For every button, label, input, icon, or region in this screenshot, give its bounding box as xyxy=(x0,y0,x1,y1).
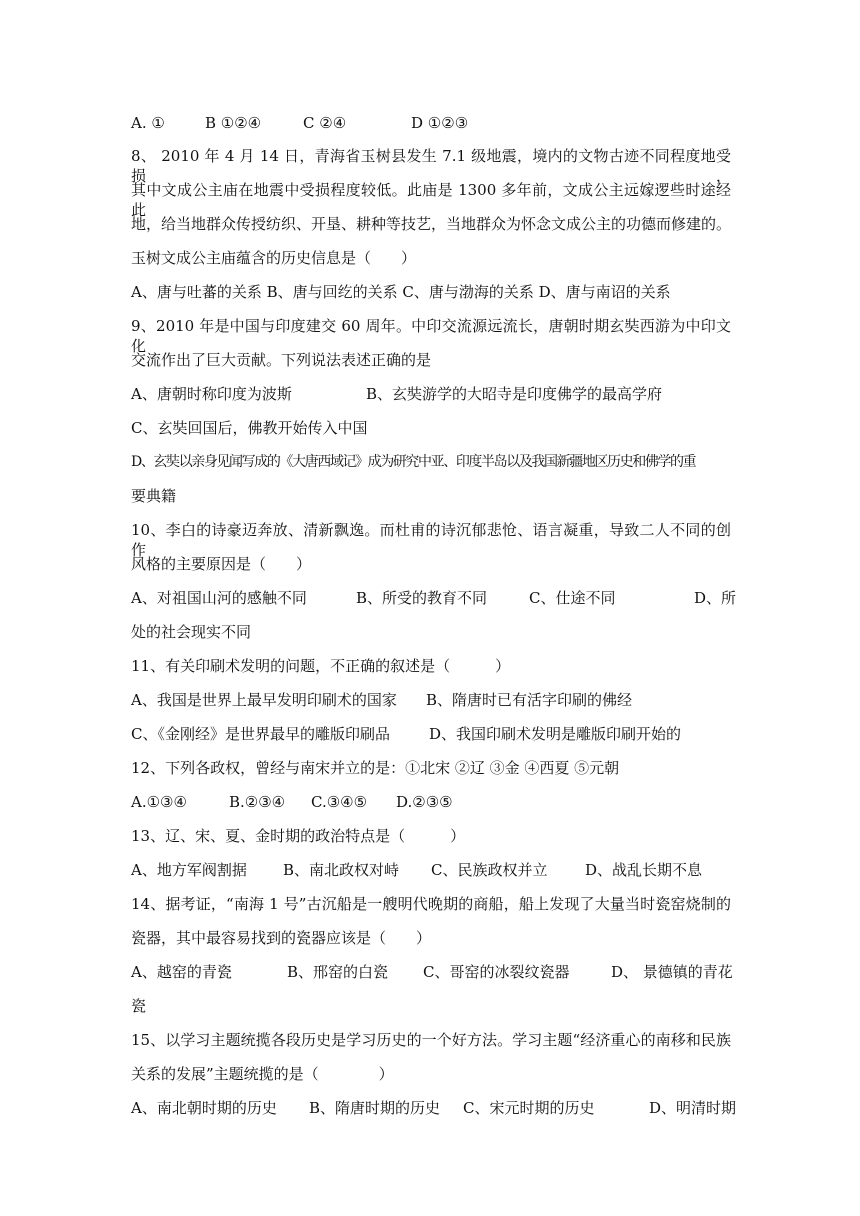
q11-stem: 11、有关印刷术发明的问题，不正确的叙述是（ ） xyxy=(131,657,511,675)
q12-option-b: B.②③④ xyxy=(229,793,286,811)
q14-option-d-cont: 瓷 xyxy=(131,997,147,1015)
q9-options-ab xyxy=(131,384,731,404)
q7-options xyxy=(131,113,731,133)
q9-stem-line: 9、2010 年是中国与印度建交 60 周年。中印交流源远流长，唐朝时期玄奘西游为中印文化 xyxy=(131,317,731,355)
q10-stem-line: 10、李白的诗豪迈奔放、清新飘逸。而杜甫的诗沉郁悲怆、语言凝重，导致二人不同的创作 xyxy=(131,521,731,559)
q14-options xyxy=(131,962,731,982)
q15-option-b: B、隋唐时期的历史 xyxy=(309,1099,441,1117)
q14-option-d: D、 景德镇的青花 xyxy=(611,963,733,981)
q10-option-b: B、所受的教育不同 xyxy=(356,589,488,607)
q13-option-c: C、民族政权并立 xyxy=(431,861,548,879)
q10-stem-line: 风格的主要原因是（ ） xyxy=(131,555,312,573)
q11-option-a: A、我国是世界上最早发明印刷术的国家 xyxy=(131,691,397,709)
q9-stem-line: 交流作出了巨大贡献。下列说法表述正确的是 xyxy=(131,351,432,369)
q10-option-d-cont: 处的社会现实不同 xyxy=(131,623,252,641)
q8-options: A、唐与吐蕃的关系 B、唐与回纥的关系 C、唐与渤海的关系 D、唐与南诏的关系 xyxy=(131,283,671,301)
q15-option-a: A、南北朝时期的历史 xyxy=(131,1099,277,1117)
q12-option-d: D.②③⑤ xyxy=(396,793,453,811)
q11-option-c: C、《金刚经》是世界最早的雕版印刷品 xyxy=(131,725,390,743)
q10-option-d: D、所 xyxy=(694,589,737,607)
q7-option-a: A. ① xyxy=(131,114,165,132)
q11-option-d: D、我国印刷术发明是雕版印刷开始的 xyxy=(429,725,682,743)
q10-options xyxy=(131,588,737,608)
q15-option-d: D、明清时期 xyxy=(649,1099,737,1117)
q8-stem-line: 8、 2010 年 4 月 14 日，青海省玉树县发生 7.1 级地震，境内的文物古迹不同程度地受损， xyxy=(131,147,731,185)
q8-stem-line: 其中文成公主庙在地震中受损程度较低。此庙是 1300 多年前，文成公主远嫁逻些时途经此 xyxy=(131,181,731,219)
q11-options-row1 xyxy=(131,690,731,710)
q11-options-row2 xyxy=(131,724,731,744)
q13-option-d: D、战乱长期不息 xyxy=(585,861,703,879)
q11-option-b: B、隋唐时已有活字印刷的佛经 xyxy=(426,691,633,709)
q12-stem: 12、下列各政权，曾经与南宋并立的是：①北宋 ②辽 ③金 ④西夏 ⑤元朝 xyxy=(131,759,620,777)
q12-option-a: A.①③④ xyxy=(131,793,187,811)
q13-stem: 13、辽、宋、夏、金时期的政治特点是（ ） xyxy=(131,827,466,845)
q14-option-b: B、邢窑的白瓷 xyxy=(287,963,389,981)
q13-option-b: B、南北政权对峙 xyxy=(283,861,400,879)
q9-option-c: C、玄奘回国后，佛教开始传入中国 xyxy=(131,419,368,437)
q12-option-c: C.③④⑤ xyxy=(311,793,368,811)
q14-option-a: A、越窑的青瓷 xyxy=(131,963,232,981)
q13-option-a: A、地方军阀割据 xyxy=(131,861,247,879)
q12-options xyxy=(131,792,731,812)
q14-stem-line: 瓷器，其中最容易找到的瓷器应该是（ ） xyxy=(131,929,432,947)
q14-stem-line: 14、据考证，“南海 1 号”古沉船是一艘明代晚期的商船，船上发现了大量当时瓷窑烧制的 xyxy=(131,895,731,913)
q8-stem-line: 地，给当地群众传授纺织、开垦、耕种等技艺，当地群众为怀念文成公主的功德而修建的。 xyxy=(131,215,732,233)
q13-options xyxy=(131,860,731,880)
q15-option-c: C、宋元时期的历史 xyxy=(463,1099,595,1117)
q8-stem-line: 玉树文成公主庙蕴含的历史信息是（ ） xyxy=(131,249,417,267)
q15-options xyxy=(131,1098,737,1118)
q15-stem-line: 15、以学习主题统揽各段历史是学习历史的一个好方法。学习主题“经济重心的南移和民族 xyxy=(131,1031,731,1049)
q9-option-d: D、玄奘以亲身见闻写成的《大唐西域记》成为研究中亚、印度半岛以及我国新疆地区历史和佛学的重 xyxy=(131,454,696,470)
q7-option-d: D ①②③ xyxy=(411,114,469,132)
q14-option-c: C、哥窑的冰裂纹瓷器 xyxy=(423,963,570,981)
q9-option-d-cont: 要典籍 xyxy=(131,487,177,505)
q7-option-b: B ①②④ xyxy=(205,114,262,132)
q10-option-c: C、仕途不同 xyxy=(529,589,616,607)
q10-option-a: A、对祖国山河的感触不同 xyxy=(131,589,307,607)
q15-stem-line: 关系的发展”主题统揽的是（ ） xyxy=(131,1065,394,1083)
q7-option-c: C ②④ xyxy=(303,114,347,132)
q9-option-b: B、玄奘游学的大昭寺是印度佛学的最高学府 xyxy=(366,385,663,403)
q9-option-a: A、唐朝时称印度为波斯 xyxy=(131,385,292,403)
